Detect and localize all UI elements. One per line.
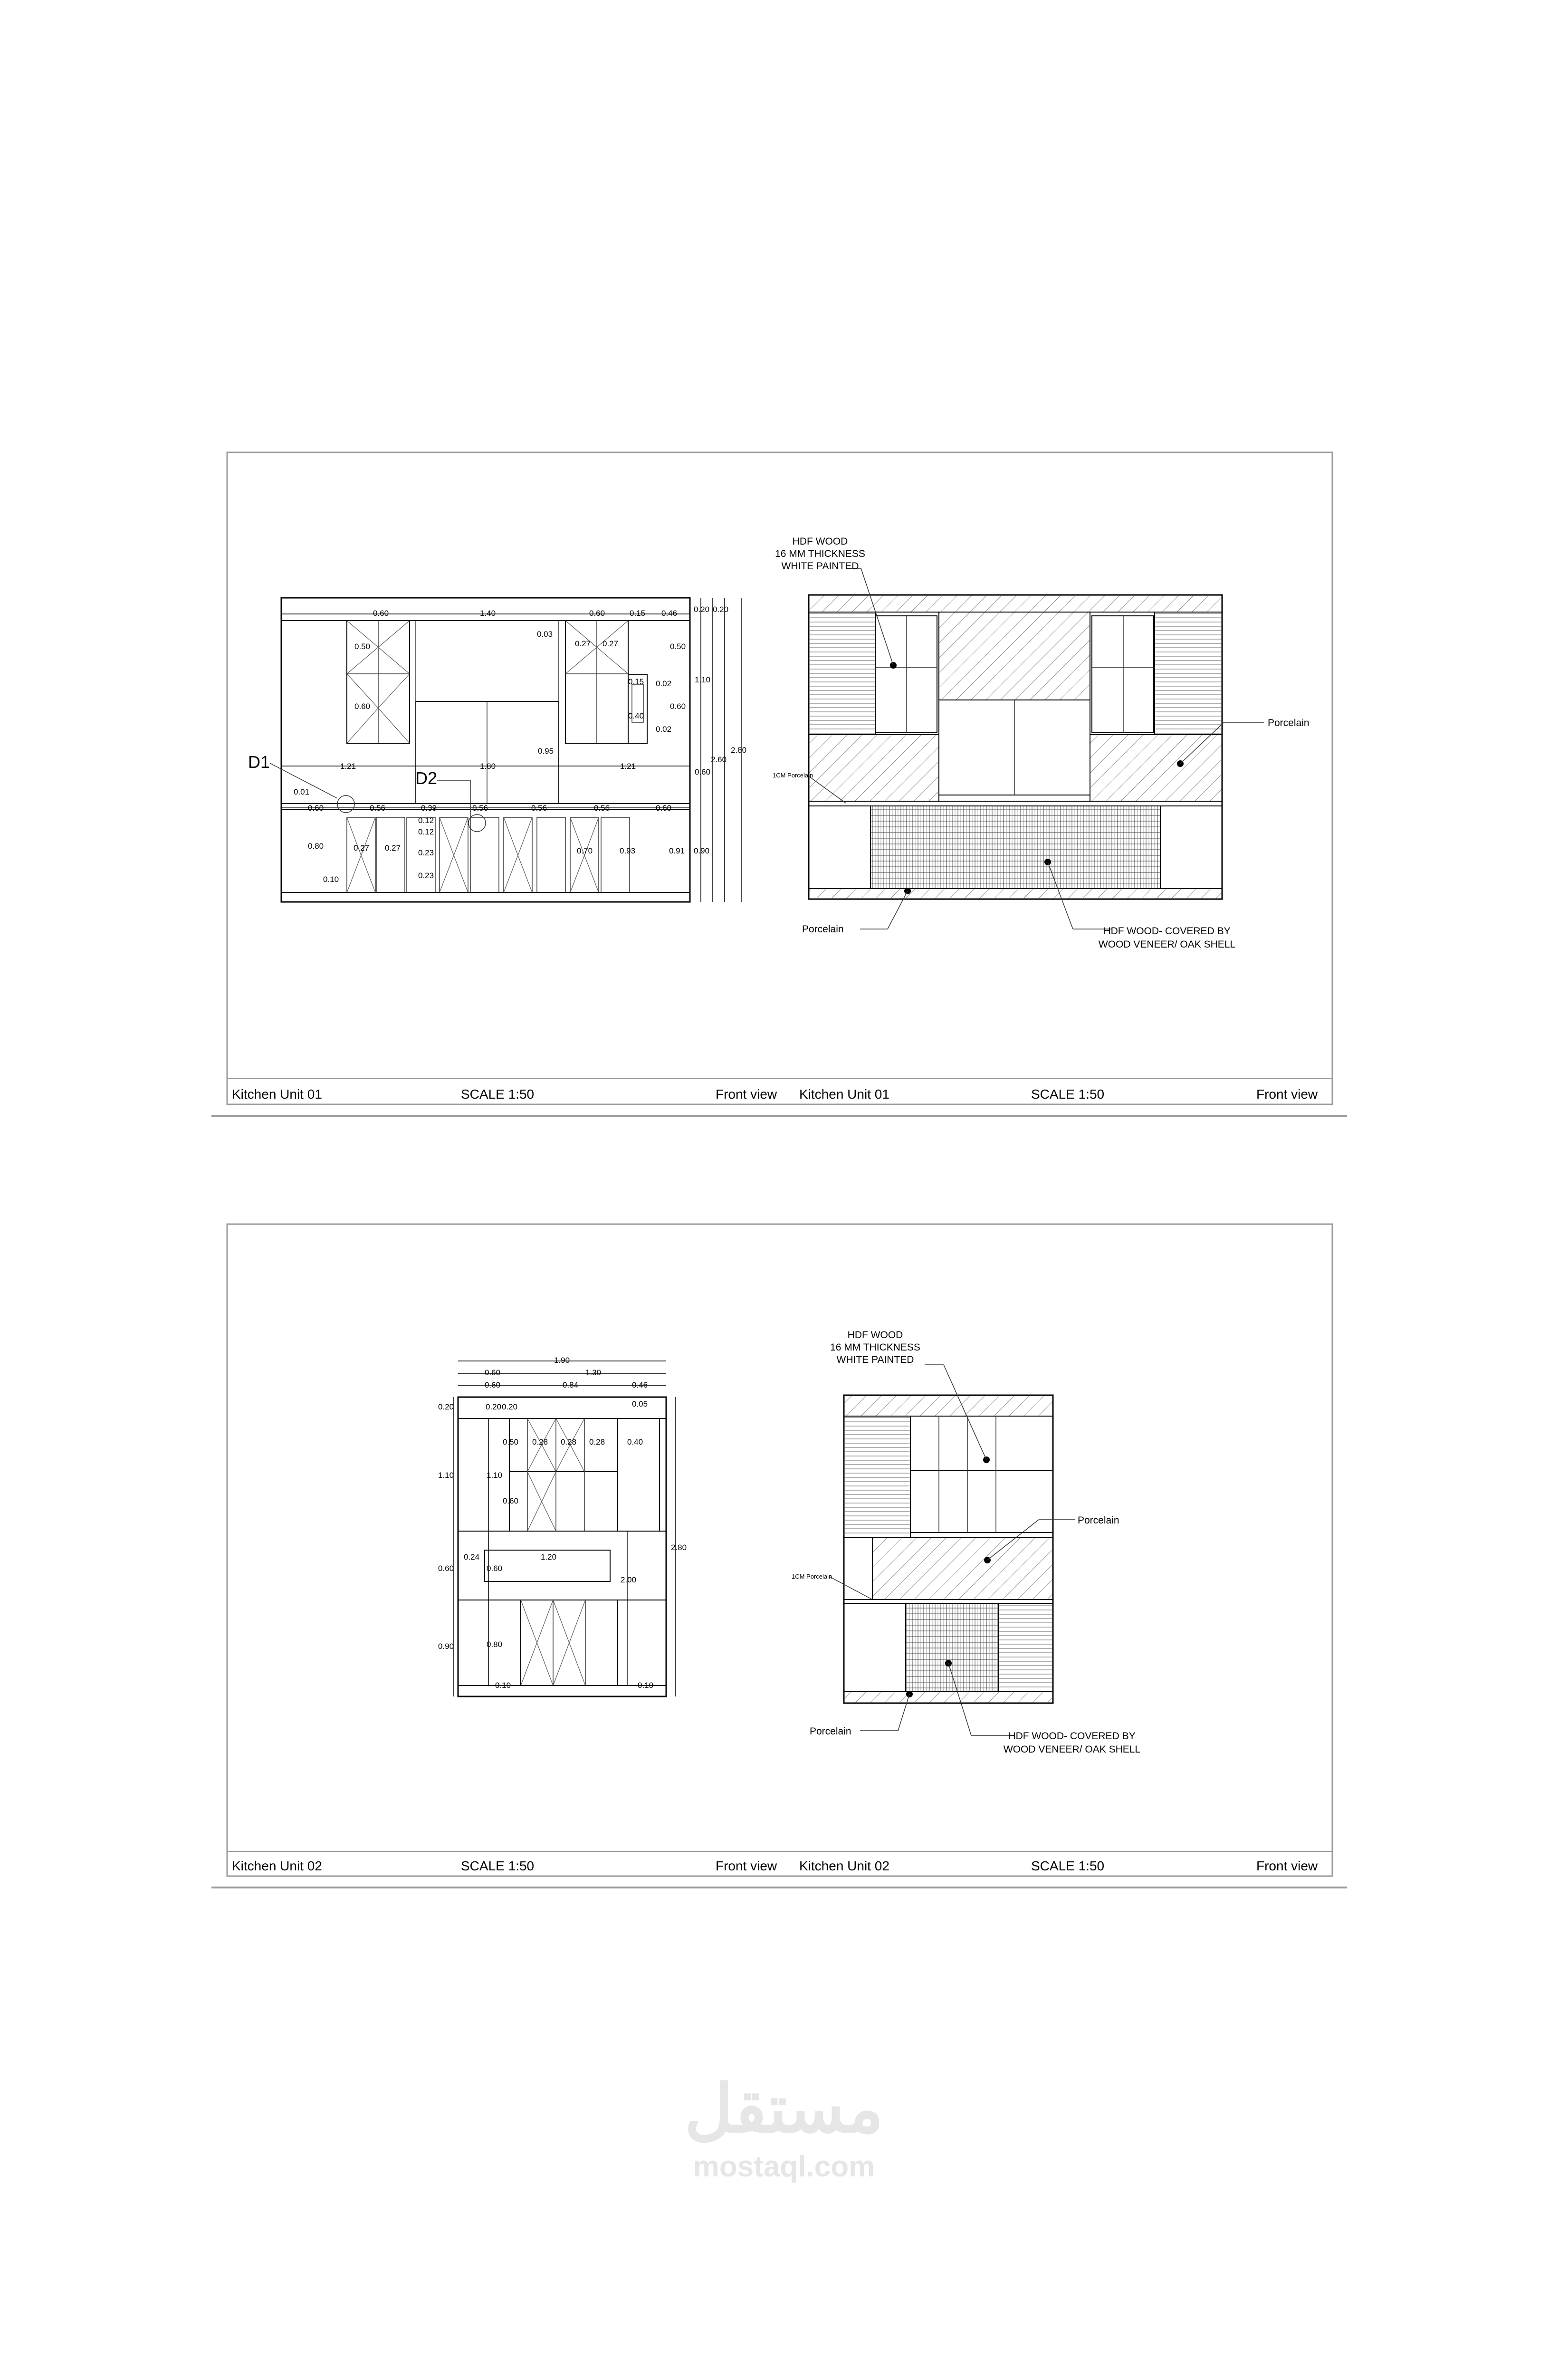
title-unit-left: Kitchen Unit 02 [232, 1859, 322, 1873]
dim-text: 0.20 [713, 605, 729, 614]
dim-text: 0.15 [628, 677, 644, 686]
dim-text: 0.70 [577, 846, 593, 855]
note-hdf-white-line3: WHITE PAINTED [781, 561, 859, 572]
elevation-line-drawing-2 [438, 1356, 687, 1696]
dim-text: 0.60 [503, 1496, 519, 1505]
note-porcelain-1cm: 1CM Porcelain [792, 1573, 832, 1580]
elevation-line-drawing-1 [248, 598, 746, 902]
dim-text: 0.60 [589, 609, 605, 618]
dim-text: 0.23 [418, 848, 434, 857]
dim-text: 0.56 [531, 804, 547, 813]
note-porcelain-bottom: Porcelain [802, 924, 844, 935]
dim-text: 0.40 [627, 1437, 643, 1447]
detail-tag-d1: D1 [248, 752, 270, 772]
title-scale-left: SCALE 1:50 [461, 1859, 535, 1873]
note-hdf-white-line2: 16 MM THICKNESS [775, 548, 865, 559]
dim-text: 1.80 [480, 762, 496, 771]
sheet-kitchen-unit-02 [211, 1224, 1347, 1887]
note-porcelain-right: Porcelain [1078, 1515, 1119, 1526]
dim-text: 0.60 [438, 1564, 454, 1573]
title-unit-right: Kitchen Unit 01 [799, 1087, 889, 1102]
dim-text: 0.12 [418, 827, 434, 836]
dim-text: 0.23 [418, 871, 434, 880]
dim-text: 0.60 [670, 702, 686, 711]
dim-text: 0.56 [594, 804, 610, 813]
dim-text: 0.10 [323, 875, 339, 884]
dim-text: 0.46 [632, 1380, 648, 1389]
dim-text: 0.50 [354, 642, 371, 651]
dim-text: 0.50 [503, 1437, 519, 1447]
dim-text: 0.39 [421, 804, 437, 813]
dim-text: 0.56 [370, 804, 386, 813]
dim-text: 0.20 [438, 1402, 454, 1411]
dim-text: 1.90 [554, 1356, 570, 1365]
title-view-left: Front view [716, 1087, 777, 1102]
note-hdf-white-line3: WHITE PAINTED [836, 1354, 914, 1365]
dim-text: 0.28 [532, 1437, 548, 1447]
dim-text: 0.28 [589, 1437, 605, 1447]
watermark-site: mostaql.com [693, 2150, 875, 2183]
dim-text: 0.20 [486, 1402, 502, 1411]
note-hdf-white-line1: HDF WOOD [792, 536, 848, 547]
dim-text: 0.27 [575, 639, 591, 648]
dim-text: 0.20 [502, 1402, 518, 1411]
dim-text: 0.46 [661, 609, 678, 618]
dim-text: 0.60 [487, 1564, 503, 1573]
watermark-logo-text: مستقل [684, 2071, 884, 2146]
note-hdf-veneer-line1: HDF WOOD- COVERED BY [1008, 1731, 1136, 1742]
title-scale-right: SCALE 1:50 [1031, 1087, 1105, 1102]
dim-text: 0.27 [602, 639, 619, 648]
dim-text: 0.84 [563, 1380, 579, 1389]
note-porcelain-1cm: 1CM Porcelain [773, 772, 813, 779]
dim-text: 0.60 [354, 702, 371, 711]
dim-text: 0.27 [354, 843, 370, 853]
dim-text: 0.90 [438, 1642, 454, 1651]
dim-text: 0.12 [418, 816, 434, 825]
dim-text: 1.10 [438, 1471, 454, 1480]
dim-text: 2.00 [621, 1575, 637, 1584]
dim-text: 0.02 [656, 725, 672, 734]
dim-text: 0.03 [537, 630, 553, 639]
title-view-right: Front view [1256, 1087, 1318, 1102]
dim-text: 0.80 [487, 1640, 503, 1649]
sheet-kitchen-unit-01 [211, 452, 1347, 1116]
dim-text: 0.20 [694, 605, 710, 614]
dim-text: 1.10 [695, 675, 711, 684]
note-porcelain-right: Porcelain [1268, 718, 1310, 728]
dim-text: 0.27 [385, 843, 401, 853]
dim-text: 0.10 [638, 1681, 654, 1690]
dim-text: 0.60 [485, 1380, 501, 1389]
note-hdf-white-line2: 16 MM THICKNESS [830, 1342, 920, 1353]
dim-text: 0.10 [495, 1681, 511, 1690]
dim-text: 1.21 [340, 762, 356, 771]
dim-text: 0.28 [561, 1437, 577, 1447]
title-scale-left: SCALE 1:50 [461, 1087, 535, 1102]
dim-text: 0.15 [630, 609, 646, 618]
dim-text: 0.56 [472, 804, 488, 813]
dim-text: 0.91 [669, 846, 685, 855]
detail-tag-d2: D2 [415, 768, 438, 788]
dim-text: 2.80 [731, 746, 747, 755]
title-unit-right: Kitchen Unit 02 [799, 1859, 889, 1873]
dim-text: 1.40 [480, 609, 496, 618]
dim-text: 0.50 [670, 642, 686, 651]
note-hdf-veneer-line2: WOOD VENEER/ OAK SHELL [1098, 939, 1236, 950]
title-scale-right: SCALE 1:50 [1031, 1859, 1105, 1873]
dim-text: 0.60 [373, 609, 389, 618]
dim-text: 0.60 [308, 804, 324, 813]
note-hdf-veneer-line2: WOOD VENEER/ OAK SHELL [1003, 1744, 1141, 1755]
dim-text: 0.01 [294, 787, 310, 796]
dim-text: 1.30 [585, 1368, 602, 1377]
dim-text: 1.10 [487, 1471, 503, 1480]
dim-text: 0.95 [538, 747, 554, 756]
dim-text: 1.20 [541, 1552, 557, 1562]
watermark-logo [685, 2071, 884, 2183]
dim-text: 0.93 [620, 846, 636, 855]
title-unit-left: Kitchen Unit 01 [232, 1087, 322, 1102]
dim-text: 0.24 [464, 1552, 480, 1562]
elevation-materials-1 [773, 536, 1310, 950]
title-view-right: Front view [1256, 1859, 1318, 1873]
dim-text: 0.60 [485, 1368, 501, 1377]
dim-text: 2.80 [671, 1543, 687, 1552]
elevation-materials-2 [792, 1330, 1140, 1755]
dim-text: 0.80 [308, 842, 324, 851]
dim-text: 1.21 [620, 762, 636, 771]
dim-text: 0.02 [656, 679, 672, 688]
dim-text: 0.60 [656, 804, 672, 813]
dim-text: 0.05 [632, 1399, 648, 1408]
title-view-left: Front view [716, 1859, 777, 1873]
dim-text: 0.40 [628, 711, 644, 720]
dim-text: 2.60 [711, 755, 727, 764]
note-porcelain-bottom: Porcelain [810, 1726, 851, 1737]
sheet-frame [227, 1224, 1332, 1876]
note-hdf-white-line1: HDF WOOD [847, 1330, 903, 1341]
dim-text: 0.60 [695, 767, 711, 776]
dim-text: 0.90 [694, 846, 710, 855]
note-hdf-veneer-line1: HDF WOOD- COVERED BY [1103, 926, 1231, 937]
